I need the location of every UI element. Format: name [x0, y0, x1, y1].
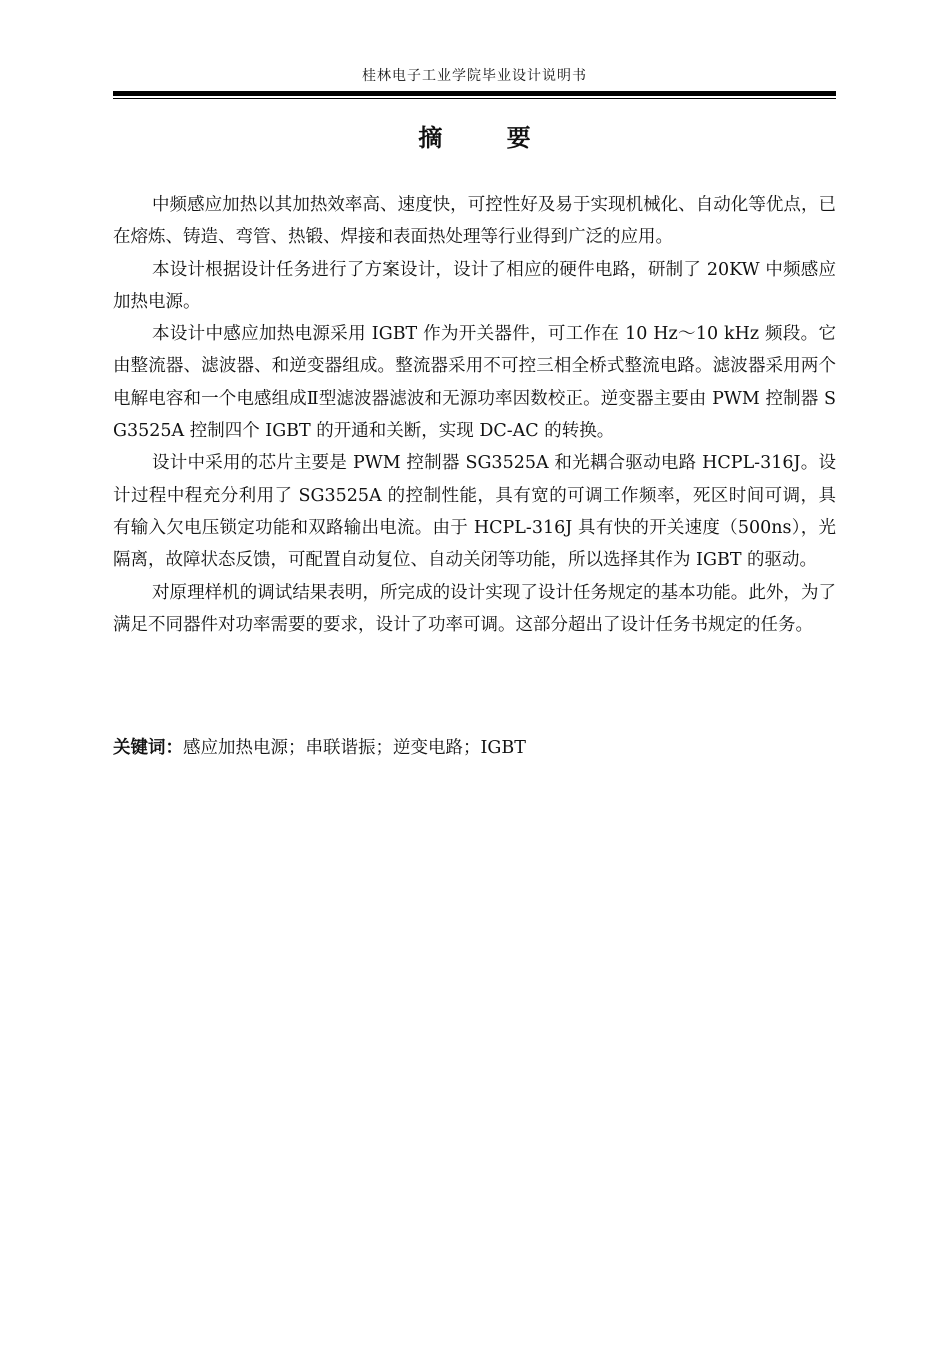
- keywords-label: 关键词：: [113, 738, 183, 758]
- abstract-title: 摘 要: [418, 123, 559, 152]
- abstract-paragraph-5: 对原理样机的调试结果表明，所完成的设计实现了设计任务规定的基本功能。此外，为了满足不同器件对功率需要的要求，设计了功率可调。这部分超出了设计任务书规定的任务。: [113, 582, 836, 635]
- keywords-text: 感应加热电源；串联谐振；逆变电路；IGBT: [183, 738, 526, 758]
- abstract-paragraph-4: 设计中采用的芯片主要是 PWM 控制器 SG3525A 和光耦合驱动电路 HCPL-316J。设计过程中程充分利用了 SG3525A 的控制性能，具有宽的可调工作频率，死区时间可调，具有输入欠电压锁定功能和双路输出电流。由于 HCPL-316J 具有快的开关速度（500ns），光隔离，故障状态反馈，可配置自动复位、自动关闭等功能，所以选择其作为 IGBT 的驱动。: [113, 453, 836, 571]
- header-rule-thick: [113, 91, 836, 96]
- abstract-body: [113, 189, 836, 641]
- abstract-paragraph-2: 本设计根据设计任务进行了方案设计，设计了相应的硬件电路，研制了 20KW 中频感应加热电源。: [113, 259, 836, 312]
- header-rule-thin: [113, 98, 836, 99]
- abstract-paragraph-1: 中频感应加热以其加热效率高、速度快，可控性好及易于实现机械化、自动化等优点，已在熔炼、铸造、弯管、热锻、焊接和表面热处理等行业得到广泛的应用。: [113, 195, 836, 248]
- running-header: 桂林电子工业学院毕业设计说明书: [362, 68, 587, 84]
- keywords-line: [113, 733, 836, 763]
- abstract-paragraph-3: 本设计中感应加热电源采用 IGBT 作为开关器件，可工作在 10 Hz～10 kHz 频段。它由整流器、滤波器、和逆变器组成。整流器采用不可控三相全桥式整流电路。滤波器采用两个电解电容和一个电感组成Ⅱ型滤波器滤波和无源功率因数校正。逆变器主要由 PWM 控制器 SG3525A 控制四个 IGBT 的开通和关断，实现 DC-AC 的转换。: [113, 324, 836, 442]
